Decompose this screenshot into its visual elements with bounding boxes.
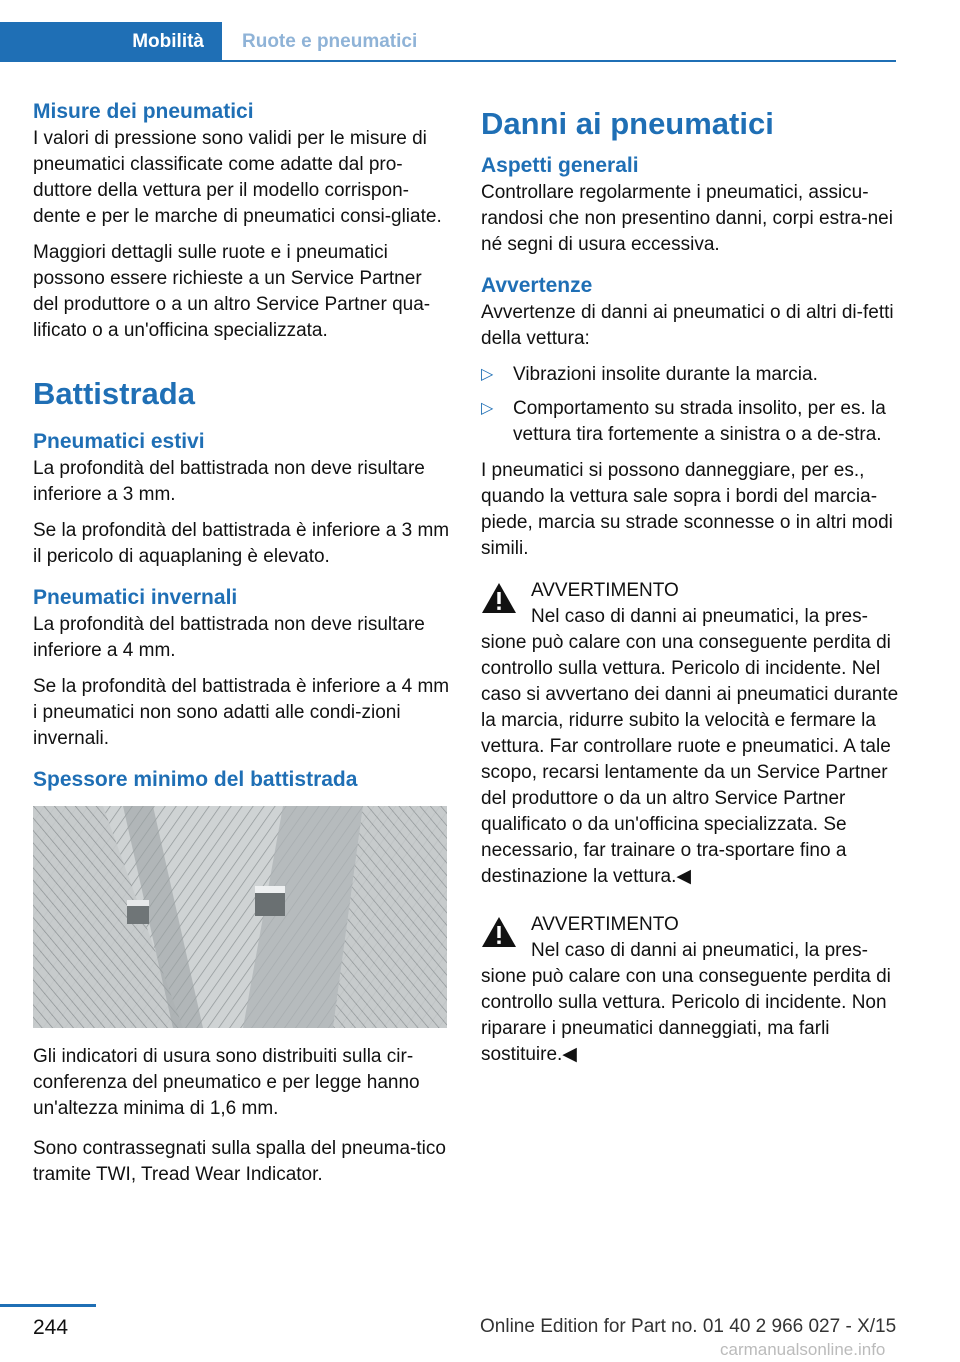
warning-label: AVVERTIMENTO	[531, 580, 679, 601]
triangle-bullet-icon: ▷	[481, 366, 494, 383]
warning-triangle-icon	[481, 916, 517, 948]
tread-wear-indicator-block-right	[255, 886, 285, 916]
triangle-bullet-icon: ▷	[481, 400, 494, 417]
warning-triangle-icon	[481, 582, 517, 614]
warning-first-line: Nel caso di danni ai pneumatici, la pres-	[531, 606, 868, 627]
tread-wear-indicator-block-left	[127, 900, 149, 924]
page-header	[0, 0, 960, 64]
heading-pneumatici-estivi: Pneumatici estivi	[33, 430, 205, 453]
paragraph-danneggiare: I pneumatici si possono danneggiare, per es., quando la vettura sale sopra i bordi del marcia-piede, marcia su strade sconnesse o in altri modi simili.	[481, 460, 893, 559]
heading-aspetti-generali: Aspetti generali	[481, 154, 639, 177]
paragraph-estivi-1: La profondità del battistrada non deve risultare inferiore a 3 mm.	[33, 458, 425, 505]
paragraph-figure-1: Gli indicatori di usura sono distribuiti sulla cir-conferenza del pneumatico e per legge hanno un'altezza minima di 1,6 mm.	[33, 1046, 420, 1119]
warning-box-2	[481, 912, 899, 1068]
right-column	[481, 104, 899, 1078]
paragraph-figure-2: Sono contrassegnati sulla spalla del pneuma-tico tramite TWI, Tread Wear Indicator.	[33, 1138, 446, 1185]
list-item-text: Comportamento su strada insolito, per es. la vettura tira fortemente a sinistra o a de-stra.	[513, 398, 886, 445]
header-tab-ruote-e-pneumatici[interactable]: Ruote e pneumatici	[242, 31, 418, 52]
paragraph-invernali-2: Se la profondità del battistrada è inferiore a 4 mm i pneumatici non sono adatti alle condi-zioni invernali.	[33, 676, 450, 749]
header-divider	[222, 60, 896, 62]
header-tab-mobilita[interactable]: Mobilità	[0, 22, 222, 62]
paragraph-avvertenze-1: Avvertenze di danni ai pneumatici o di altri di-fetti della vettura:	[481, 302, 894, 349]
avvertenze-list	[481, 362, 899, 448]
warning-label: AVVERTIMENTO	[531, 914, 679, 935]
heading-pneumatici-invernali: Pneumatici invernali	[33, 586, 238, 609]
paragraph-misure-1: I valori di pressione sono validi per le misure di pneumatici classificate come adatte dal pro-duttore della vettura per il modello corrispon-dente e per le marche di pneumatici consi-gliate.	[33, 128, 442, 227]
watermark: carmanualsonline.info	[720, 1340, 886, 1359]
paragraph-estivi-2: Se la profondità del battistrada è inferiore a 3 mm il pericolo di aquaplaning è elevato.	[33, 520, 450, 567]
paragraph-misure-2: Maggiori dettagli sulle ruote e i pneumatici possono essere richieste a un Service Partner del produttore o a un altro Service Partner qua-lificato o a un'officina specializzata.	[33, 242, 431, 341]
warning-box-1	[481, 578, 899, 890]
paragraph-aspetti-1: Controllare regolarmente i pneumatici, assicu-randosi che non presentino danni, corpi estra-nei né segni di usura eccessiva.	[481, 182, 893, 255]
heading-battistrada: Battistrada	[33, 376, 195, 411]
edition-info: Online Edition for Part no. 01 40 2 966 027 - X/15	[480, 1316, 897, 1337]
footer-divider	[0, 1304, 96, 1307]
heading-spessore-minimo: Spessore minimo del battistrada	[33, 768, 358, 791]
paragraph-invernali-1: La profondità del battistrada non deve risultare inferiore a 4 mm.	[33, 614, 425, 661]
list-item	[481, 396, 899, 448]
heading-misure-pneumatici: Misure dei pneumatici	[33, 100, 254, 123]
heading-avvertenze: Avvertenze	[481, 274, 593, 297]
list-item-text: Vibrazioni insolite durante la marcia.	[513, 364, 818, 385]
warning-first-line: Nel caso di danni ai pneumatici, la pres-	[531, 940, 868, 961]
left-column	[33, 98, 451, 1198]
warning-text: sione può calare con una conseguente perdita di controllo sulla vettura. Pericolo di incidente. Nel caso si avvertano dei danni ai pneumatici durante la marcia, ridurre subito la velocità e fermare la vettura. Far controllare ruote e pneumatici. A tale scopo, recarsi lentamente da un Service Partner del produttore o da un altro Service Partner qualificato o da un'officina specializzata. Se necessario, far trainare o tra-sportare fino a destinazione la vettura.◀	[481, 632, 899, 887]
warning-text: sione può calare con una conseguente perdita di controllo sulla vettura. Pericolo di incidente. Non riparare i pneumatici danneggiati, ma farli sostituire.◀	[481, 966, 891, 1065]
page-number: 244	[33, 1316, 69, 1339]
heading-danni-pneumatici: Danni ai pneumatici	[481, 106, 774, 141]
tread-wear-indicator-illustration	[33, 806, 447, 1028]
tire-tread-image	[33, 806, 447, 1028]
list-item	[481, 362, 899, 388]
